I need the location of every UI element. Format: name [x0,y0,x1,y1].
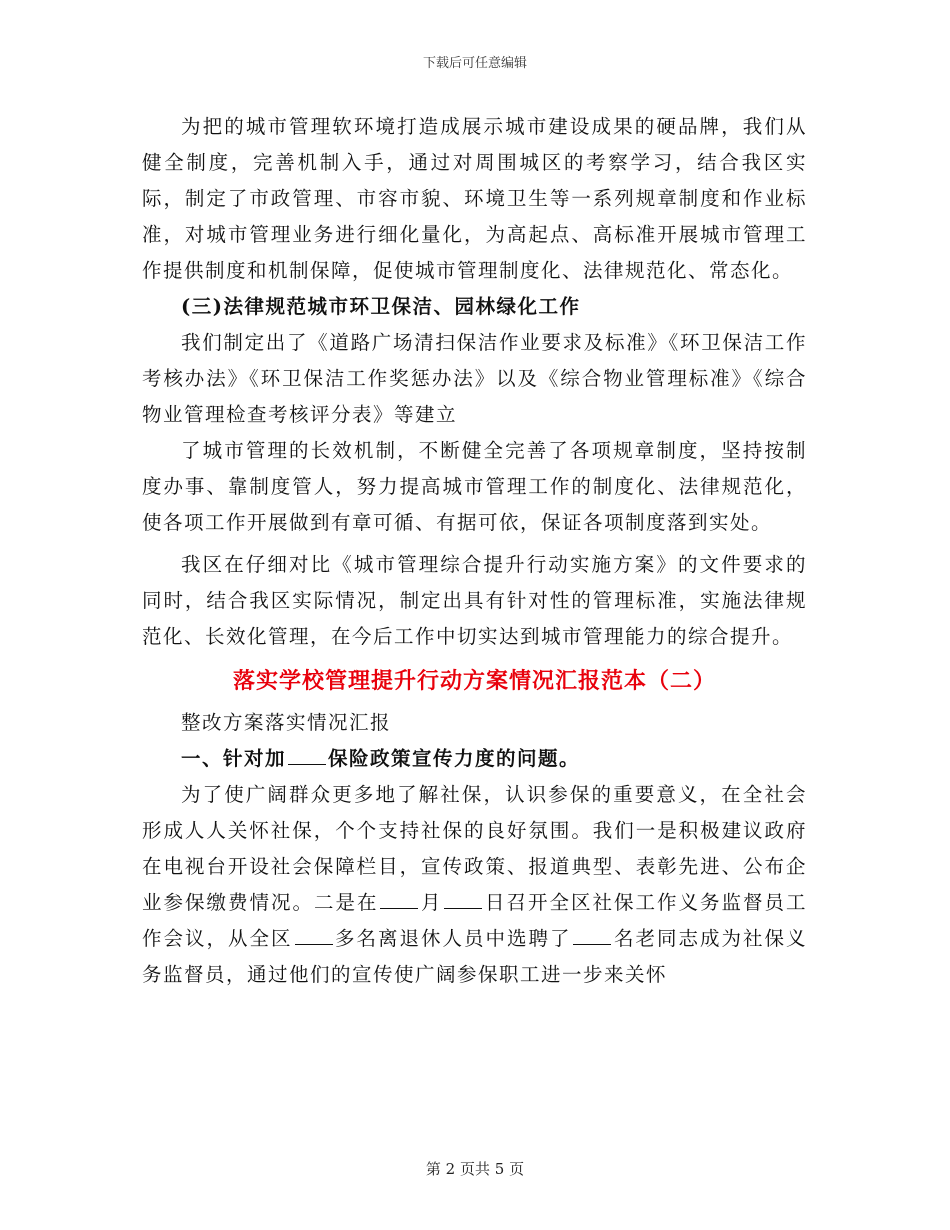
p5-part-c: 日召开全区社保工作义务监督员工作会议，从全区 [142,891,807,950]
paragraph-3: 了城市管理的长效机制，不断健全完善了各项规章制度，坚持按制度办事、靠制度管人，努力提高城市管理工作的制度化、法律规范化，使各项工作开展做到有章可循、有据可依，保证各项制度落到实处。 [142,439,807,534]
section-heading-3: (三)法律规范城市环卫保洁、园林绿化工作 [181,295,581,318]
section-heading-1 [142,741,807,777]
p5-part-a: 为了使广阔群众更多地了解社保，认识参保的重要意义，在全社会形成人人关怀社保，个个支持社保的良好氛围。我们一是积极建议政府在电视台开设社会保障栏目，宣传政策、报道典型、表彰先进、公布企业参保缴费情况。二是在 [142,783,807,914]
heading-1-prefix: 一、针对加 [181,747,287,770]
blank-line [444,888,482,909]
blank-line [573,924,611,945]
page-footer: 第 2 页共 5 页 [425,1160,525,1178]
p5-part-b: 月 [420,891,443,914]
heading-1-suffix: 保险政策宣传力度的问题。 [328,747,581,770]
page-header: 下载后可任意编辑 [422,56,527,71]
subtitle: 整改方案落实情况汇报 [181,711,392,734]
paragraph-4: 我区在仔细对比《城市管理综合提升行动实施方案》的文件要求的同时，结合我区实际情况，制定出具有针对性的管理标准，实施法律规范化、长效化管理，在今后工作中切实达到城市管理能力的综合提升。 [142,553,807,648]
p5-part-e: 名老同志成为社保义务监督员，通过他们的宣传使广阔参保职工进一步来关怀 [142,927,807,986]
blank-line [380,888,418,909]
blank-line [295,924,333,945]
paragraph-1: 为把的城市管理软环境打造成展示城市建设成果的硬品牌，我们从健全制度，完善机制入手，通过对周围城区的考察学习，结合我区实际，制定了市政管理、市容市貌、环境卫生等一系列规章制度和作业标准，对城市管理业务进行细化量化，为高起点、高标准开展城市管理工作提供制度和机制保障，促使城市管理制度化、法律规范化、常态化。 [142,115,807,282]
document-title-2: 落实学校管理提升行动方案情况汇报范本（二） [232,668,716,694]
document-body [142,109,807,993]
blank-line [288,744,326,765]
p5-part-d: 多名离退休人员中选聘了 [334,927,572,950]
paragraph-2: 我们制定出了《道路广场清扫保洁作业要求及标准》《环卫保洁工作考核办法》《环卫保洁工作奖惩办法》以及《综合物业管理标准》《综合物业管理检查考核评分表》等建立 [142,331,807,426]
paragraph-5 [142,777,807,993]
